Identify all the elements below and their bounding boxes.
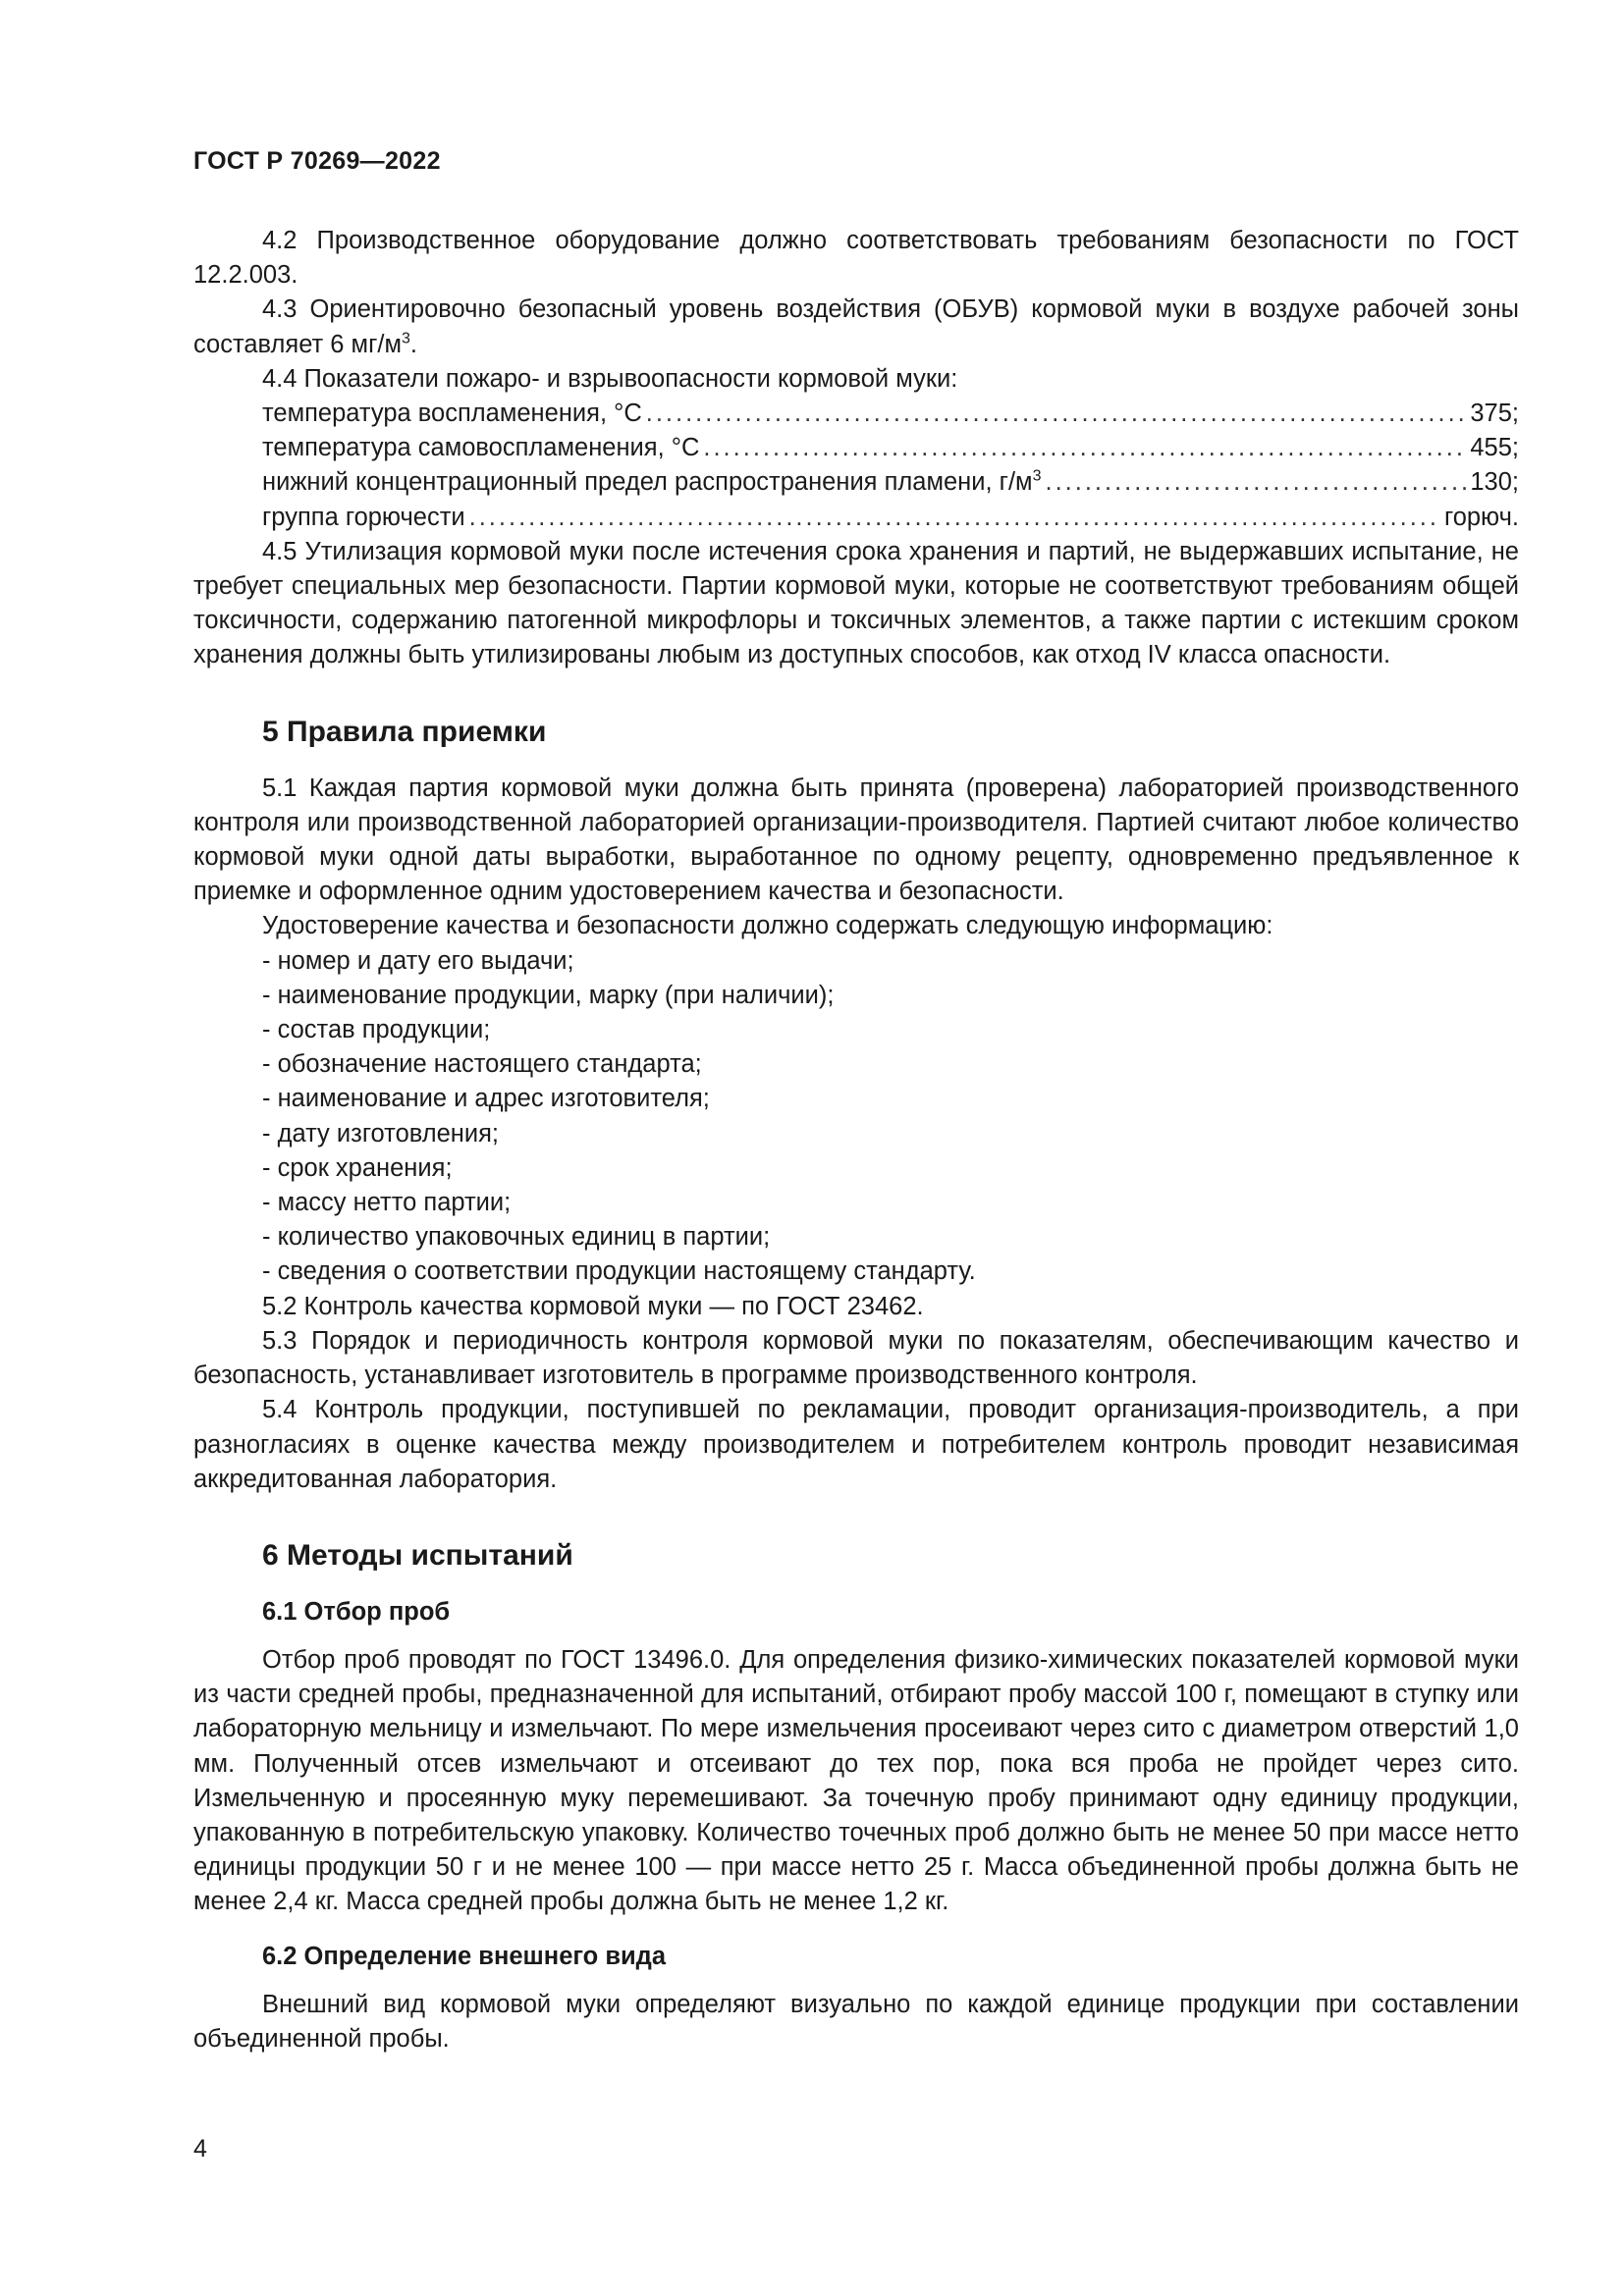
indicator-value: 375; bbox=[1470, 400, 1519, 428]
section-5-title: 5 Правила приемки bbox=[262, 715, 547, 748]
list-item: - дату изготовления; bbox=[262, 1119, 499, 1148]
paragraph-6-1: Отбор проб проводят по ГОСТ 13496.0. Для определения физико-химических показателей кормовой муки из части средней пробы, предназначенной для испытаний, отбирают пробу массой 100 г, помещают в ступку или лабораторную мельницу и измельчают. По мере измельчения просеивают через сито с диаметром отверстий 1,0 мм. Полученный отсев измельчают и отсеивают до тех пор, пока вся проба не пройдет через сито. Измельченную и просеянную муку перемешивают. За точечную пробу принимают одну единицу продукции, упакованную в потребительскую упаковку. Количество точечных проб должно быть не менее 50 при массе нетто единицы продукции 50 г и не менее 100 — при массе нетто 25 г. Масса объединенной пробы должна быть не менее 2,4 кг. Масса средней пробы должна быть не менее 1,2 кг. bbox=[193, 1645, 1519, 1916]
leader-dots bbox=[1045, 465, 1466, 500]
list-item: - номер и дату его выдачи; bbox=[262, 946, 574, 975]
indicator-row bbox=[193, 501, 1519, 535]
paragraph-6-2: Внешний вид кормовой муки определяют визуально по каждой единице продукции при составлении объединенной пробы. bbox=[193, 1990, 1519, 2053]
paragraph-certificate: Удостоверение качества и безопасности должно содержать следующую информацию: bbox=[262, 912, 1273, 940]
paragraph-4-4: 4.4 Показатели пожаро- и взрывоопасности кормовой муки: bbox=[262, 364, 958, 393]
indicator-row bbox=[193, 431, 1519, 465]
subsection-6-1-title: 6.1 Отбор проб bbox=[262, 1597, 451, 1626]
standard-header: ГОСТ Р 70269—2022 bbox=[193, 147, 441, 175]
indicator-value: 130; bbox=[1470, 468, 1519, 497]
leader-dots bbox=[703, 431, 1466, 465]
document-body bbox=[193, 224, 1519, 2056]
list-item: - массу нетто партии; bbox=[262, 1189, 512, 1217]
indicator-row bbox=[193, 397, 1519, 431]
indicator-label-sup: 3 bbox=[1032, 467, 1042, 485]
section-6-title: 6 Методы испытаний bbox=[262, 1538, 573, 1572]
indicator-label: температура воспламенения, °С bbox=[262, 400, 642, 428]
paragraph-5-2: 5.2 Контроль качества кормовой муки — по ГОСТ 23462. bbox=[262, 1292, 924, 1320]
paragraph-4-5: 4.5 Утилизация кормовой муки после истечения срока хранения и партий, не выдержавших испытание, не требует специальных мер безопасности. Партии кормовой муки, которые не соответствуют требованиям общей токсичности, содержанию патогенной микрофлоры и токсичных элементов, а также партии с истекшим сроком хранения должны быть утилизированы любым из доступных способов, как отход IV класса опасности. bbox=[193, 537, 1519, 669]
list-item: - состав продукции; bbox=[262, 1016, 491, 1044]
paragraph-5-1: 5.1 Каждая партия кормовой муки должна быть принята (проверена) лабораторией производственного контроля или производственной лабораторией организации-производителя. Партией считают любое количество кормовой муки одной даты выработки, выработанное по одному рецепту, одновременно предъявленное к приемке и оформленное одним удостоверением качества и безопасности. bbox=[193, 774, 1519, 906]
paragraph-4-3-sup: 3 bbox=[402, 330, 410, 347]
indicator-label: температура самовоспламенения, °С bbox=[262, 434, 700, 462]
paragraph-5-3: 5.3 Порядок и периодичность контроля кормовой муки по показателям, обеспечивающим качество и безопасность, устанавливает изготовитель в программе производственного контроля. bbox=[193, 1326, 1519, 1390]
leader-dots bbox=[646, 397, 1467, 431]
list-item: - обозначение настоящего стандарта; bbox=[262, 1050, 702, 1079]
paragraph-4-3-end: . bbox=[409, 330, 418, 358]
list-item: - наименование продукции, марку (при наличии); bbox=[262, 981, 835, 1009]
indicator-row bbox=[193, 465, 1519, 500]
paragraph-4-3 bbox=[193, 293, 1519, 361]
indicator-label-text: нижний концентрационный предел распространения пламени, г/м bbox=[262, 468, 1033, 497]
indicator-value: 455; bbox=[1470, 434, 1519, 462]
paragraph-4-2: 4.2 Производственное оборудование должно соответствовать требованиям безопасности по ГОСТ 12.2.003. bbox=[193, 227, 1519, 290]
paragraph-4-3-text: 4.3 Ориентировочно безопасный уровень воздействия (ОБУВ) кормовой муки в воздухе рабочей зоны составляет 6 мг/м bbox=[193, 295, 1519, 358]
list-item: - количество упаковочных единиц в партии; bbox=[262, 1223, 771, 1252]
indicator-value: горюч. bbox=[1443, 503, 1519, 531]
certificate-info-list bbox=[193, 944, 1519, 1290]
list-item: - срок хранения; bbox=[262, 1153, 453, 1182]
leader-dots bbox=[469, 501, 1440, 535]
list-item: - сведения о соответствии продукции настоящему стандарту. bbox=[262, 1257, 976, 1286]
page-number: 4 bbox=[193, 2135, 207, 2163]
paragraph-5-4: 5.4 Контроль продукции, поступившей по рекламации, проводит организация-производитель, а при разногласиях в оценке качества между производителем и потребителем контроль проводит независимая аккредитованная лаборатория. bbox=[193, 1396, 1519, 1493]
indicator-label bbox=[262, 465, 1041, 500]
spacer bbox=[193, 1920, 1519, 1930]
list-item: - наименование и адрес изготовителя; bbox=[262, 1085, 710, 1113]
subsection-6-2-title: 6.2 Определение внешнего вида bbox=[262, 1942, 667, 1970]
indicator-label: группа горючести bbox=[262, 503, 465, 531]
